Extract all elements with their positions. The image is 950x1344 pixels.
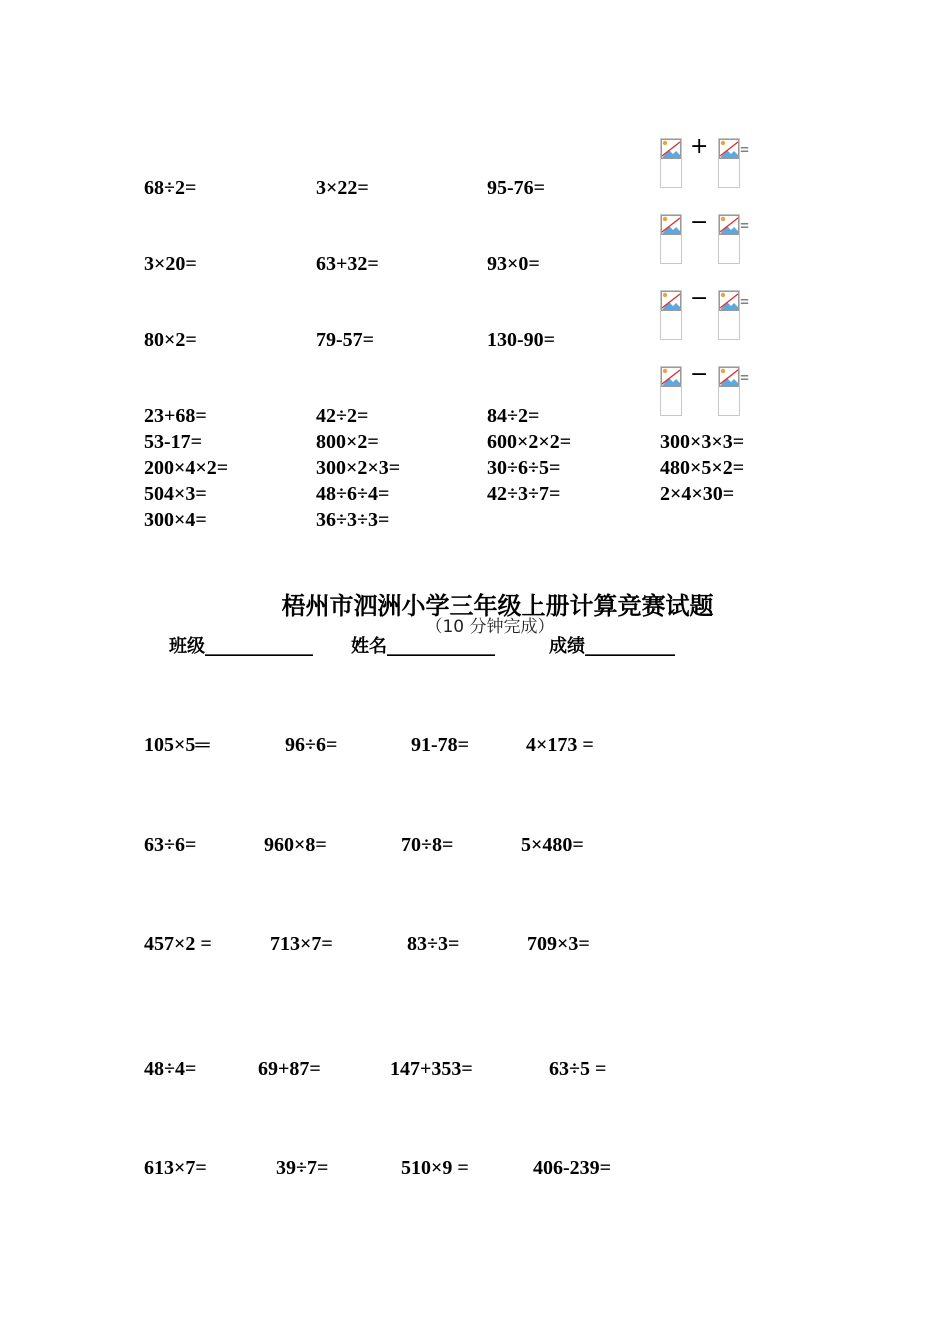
broken-image-icon: [719, 215, 739, 235]
equals-sign: =: [740, 218, 750, 235]
problem: 96÷6=: [285, 734, 338, 756]
problem: 63÷5 =: [549, 1058, 607, 1080]
problem: 83÷3=: [407, 933, 460, 955]
problem: 93×0=: [487, 253, 540, 275]
page-subtitle: （10 分钟完成）: [425, 617, 555, 637]
problem: 84÷2=: [487, 405, 540, 427]
broken-image-icon: [661, 215, 681, 235]
problem: 69+87=: [258, 1058, 321, 1080]
problem: 300×3×3=: [660, 431, 745, 453]
fraction-image-placeholder: [660, 138, 682, 188]
problem: 3×22=: [316, 177, 369, 199]
fraction-problem: [660, 362, 760, 418]
problem: 4×173 =: [526, 734, 594, 756]
problem: 30÷6÷5=: [487, 457, 561, 479]
problem: 960×8=: [264, 834, 327, 856]
problem: 79-57=: [316, 329, 375, 351]
problem: 91-78=: [411, 734, 470, 756]
problem: 48÷4=: [144, 1058, 197, 1080]
operator: −: [690, 362, 709, 387]
fraction-image-placeholder: [660, 290, 682, 340]
problem: 36÷3÷3=: [316, 509, 390, 531]
problem: 300×4=: [144, 509, 207, 531]
equals-sign: =: [740, 370, 750, 387]
fraction-image-placeholder: [718, 138, 740, 188]
problem: 713×7=: [270, 933, 333, 955]
broken-image-icon: [719, 367, 739, 387]
broken-image-icon: [719, 291, 739, 311]
operator: −: [690, 286, 709, 311]
fraction-image-placeholder: [718, 366, 740, 416]
score-field: 成绩__________: [549, 636, 675, 657]
fraction-problem: [660, 286, 760, 342]
problem: 3×20=: [144, 253, 197, 275]
problem: 95-76=: [487, 177, 546, 199]
problem: 510×9 =: [401, 1157, 469, 1179]
problem: 200×4×2=: [144, 457, 229, 479]
problem: 709×3=: [527, 933, 590, 955]
fraction-problem: [660, 134, 760, 190]
problem: 406-239=: [533, 1157, 612, 1179]
problem: 80×2=: [144, 329, 197, 351]
problem: 63+32=: [316, 253, 379, 275]
broken-image-icon: [661, 367, 681, 387]
fraction-image-placeholder: [718, 214, 740, 264]
problem: 42÷3÷7=: [487, 483, 561, 505]
problem: 2×4×30=: [660, 483, 735, 505]
problem: 457×2 =: [144, 933, 212, 955]
problem: 63÷6=: [144, 834, 197, 856]
problem: 504×3=: [144, 483, 207, 505]
broken-image-icon: [661, 139, 681, 159]
page-title: 梧州市泗洲小学三年级上册计算竞赛试题: [281, 592, 714, 620]
problem: 613×7=: [144, 1157, 207, 1179]
equals-sign: =: [740, 142, 750, 159]
equals-sign: =: [740, 294, 750, 311]
problem: 800×2=: [316, 431, 379, 453]
problem: 48÷6÷4=: [316, 483, 390, 505]
broken-image-icon: [661, 291, 681, 311]
fraction-image-placeholder: [718, 290, 740, 340]
class-field: 班级____________: [169, 636, 313, 657]
problem: 53-17=: [144, 431, 203, 453]
problem: 480×5×2=: [660, 457, 745, 479]
problem: 23+68=: [144, 405, 207, 427]
problem: 70÷8=: [401, 834, 454, 856]
problem: 147+353=: [390, 1058, 473, 1080]
name-field: 姓名____________: [351, 636, 495, 657]
broken-image-icon: [719, 139, 739, 159]
problem: 300×2×3=: [316, 457, 401, 479]
fraction-image-placeholder: [660, 214, 682, 264]
problem: 5×480=: [521, 834, 584, 856]
fraction-image-placeholder: [660, 366, 682, 416]
problem: 42÷2=: [316, 405, 369, 427]
operator: +: [690, 134, 709, 159]
problem: 105×5═: [144, 734, 210, 756]
problem: 39÷7=: [276, 1157, 329, 1179]
problem: 600×2×2=: [487, 431, 572, 453]
fraction-problem: [660, 210, 760, 266]
problem: 130-90=: [487, 329, 556, 351]
problem: 68÷2=: [144, 177, 197, 199]
operator: −: [690, 210, 709, 235]
